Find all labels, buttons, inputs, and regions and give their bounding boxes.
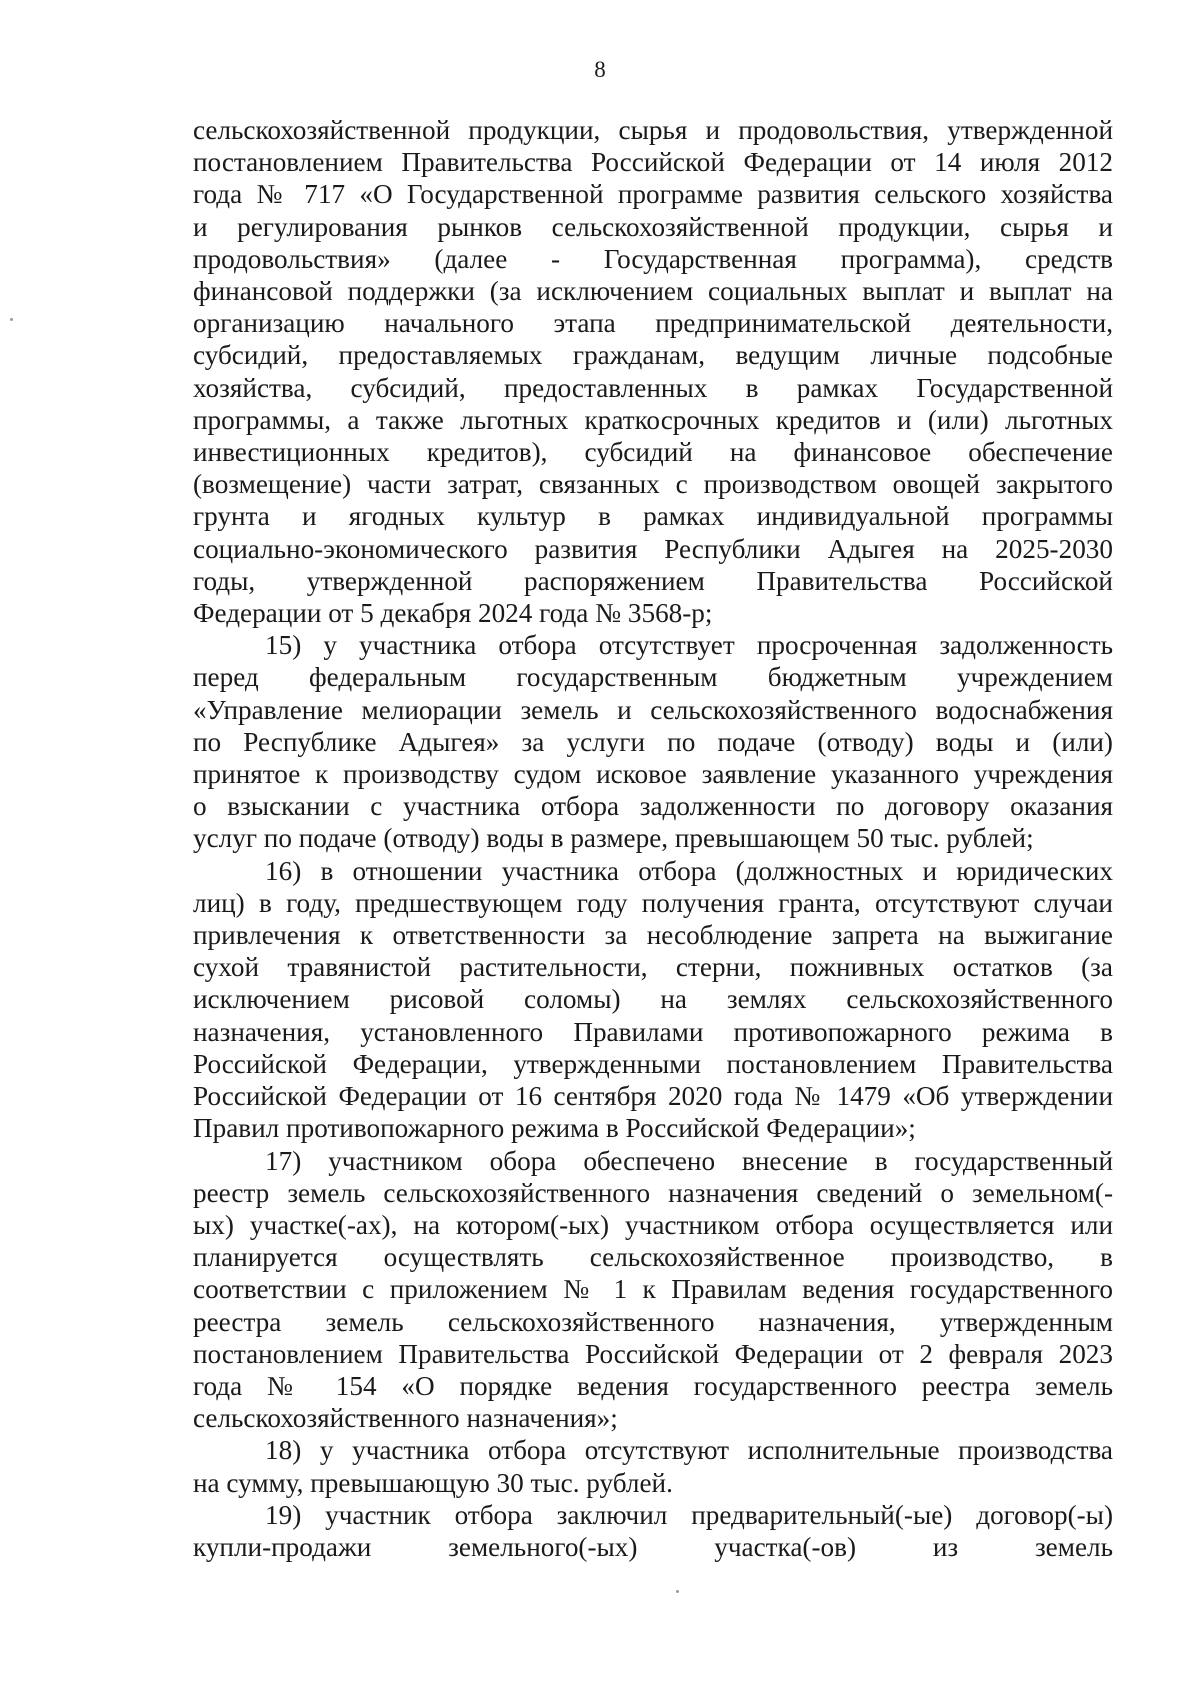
- text-line: и регулирования рынков сельскохозяйственной продукции, сырья и: [193, 211, 1113, 242]
- page-number: 8: [594, 57, 606, 82]
- text-line: года № 717 «О Государственной программе развития сельского хозяйства: [193, 179, 1113, 210]
- text-line: грунта и ягодных культур в рамках индивидуальной программы: [193, 501, 1113, 532]
- paragraph-item-17: [193, 1145, 1113, 1435]
- text-line: привлечения к ответственности за несоблюдение запрета на выжигание: [193, 920, 1113, 951]
- paragraph-continuation: [193, 114, 1113, 629]
- text-line: сельскохозяйственного назначения»;: [193, 1403, 618, 1434]
- text-line: по Республике Адыгея» за услуги по подаче (отводу) воды и (или): [193, 726, 1113, 757]
- scan-speck: [10, 318, 13, 321]
- text-line: о взыскании с участника отбора задолженности по договору оказания: [193, 791, 1113, 822]
- text-line: реестр земель сельскохозяйственного назначения сведений о земельном(-: [193, 1177, 1113, 1208]
- text-line: года № 154 «О порядке ведения государственного реестра земель: [193, 1370, 1113, 1401]
- text-line: субсидий, предоставляемых гражданам, ведущим личные подсобные: [193, 340, 1113, 371]
- text-line: продовольствия» (далее - Государственная программа), средств: [193, 243, 1113, 274]
- text-line: Российской Федерации, утвержденными постановлением Правительства: [193, 1048, 1113, 1079]
- text-line: годы, утвержденной распоряжением Правительства Российской: [193, 565, 1113, 596]
- text-line: исключением рисовой соломы) на землях сельскохозяйственного: [193, 984, 1113, 1015]
- text-line: хозяйства, субсидий, предоставленных в рамках Государственной: [193, 372, 1113, 403]
- text-line: постановлением Правительства Российской Федерации от 2 февраля 2023: [193, 1338, 1113, 1369]
- text-line: 18) у участника отбора отсутствуют исполнительные производства: [265, 1435, 1113, 1466]
- document-body: [193, 114, 1113, 1563]
- text-line: Правил противопожарного режима в Российской Федерации»;: [193, 1113, 916, 1144]
- text-line: услуг по подаче (отводу) воды в размере, превышающем 50 тыс. рублей;: [193, 823, 1034, 854]
- text-line: (возмещение) части затрат, связанных с производством овощей закрытого: [193, 469, 1113, 500]
- text-line: финансовой поддержки (за исключением социальных выплат и выплат на: [193, 276, 1113, 307]
- text-line: 16) в отношении участника отбора (должностных и юридических: [265, 855, 1113, 886]
- text-line: назначения, установленного Правилами противопожарного режима в: [193, 1016, 1113, 1047]
- scan-speck: [676, 1590, 679, 1593]
- text-line: Федерации от 5 декабря 2024 года № 3568-р;: [193, 598, 713, 629]
- text-line: сельскохозяйственной продукции, сырья и продовольствия, утвержденной: [193, 115, 1113, 145]
- text-line: реестра земель сельскохозяйственного назначения, утвержденным: [193, 1306, 1113, 1337]
- text-line: на сумму, превышающую 30 тыс. рублей.: [193, 1467, 673, 1498]
- text-line: планируется осуществлять сельскохозяйственное производство, в: [193, 1242, 1113, 1273]
- paragraph-item-15: [193, 629, 1113, 854]
- text-line: социально-экономического развития Республики Адыгея на 2025-2030: [193, 533, 1113, 564]
- text-line: инвестиционных кредитов), субсидий на финансовое обеспечение: [193, 437, 1113, 468]
- text-line: ых) участке(-ах), на котором(-ых) участником отбора осуществляется или: [193, 1209, 1113, 1240]
- text-line: 17) участником обора обеспечено внесение в государственный: [265, 1145, 1113, 1176]
- text-line: организацию начального этапа предпринимательской деятельности,: [193, 308, 1113, 339]
- text-line: сухой травянистой растительности, стерни, пожнивных остатков (за: [193, 952, 1113, 983]
- text-line: «Управление мелиорации земель и сельскохозяйственного водоснабжения: [193, 694, 1113, 725]
- text-line: программы, а также льготных краткосрочных кредитов и (или) льготных: [193, 404, 1113, 435]
- text-line: принятое к производству судом исковое заявление указанного учреждения: [193, 759, 1113, 790]
- text-line: купли-продажи земельного(-ых) участка(-ов) из земель: [193, 1531, 1113, 1562]
- paragraph-item-16: [193, 855, 1113, 1145]
- text-line: 15) у участника отбора отсутствует просроченная задолженность: [265, 630, 1113, 661]
- text-line: перед федеральным государственным бюджетным учреждением: [193, 662, 1113, 693]
- text-line: лиц) в году, предшествующем году получения гранта, отсутствуют случаи: [193, 887, 1113, 918]
- text-line: Российской Федерации от 16 сентября 2020 года № 1479 «Об утверждении: [193, 1081, 1113, 1112]
- paragraph-item-18: [193, 1434, 1113, 1498]
- text-line: постановлением Правительства Российской Федерации от 14 июля 2012: [193, 147, 1113, 178]
- text-line: соответствии с приложением № 1 к Правилам ведения государственного: [193, 1274, 1113, 1305]
- text-line: 19) участник отбора заключил предварительный(-ые) договор(-ы): [265, 1499, 1113, 1530]
- paragraph-item-19: [193, 1499, 1113, 1563]
